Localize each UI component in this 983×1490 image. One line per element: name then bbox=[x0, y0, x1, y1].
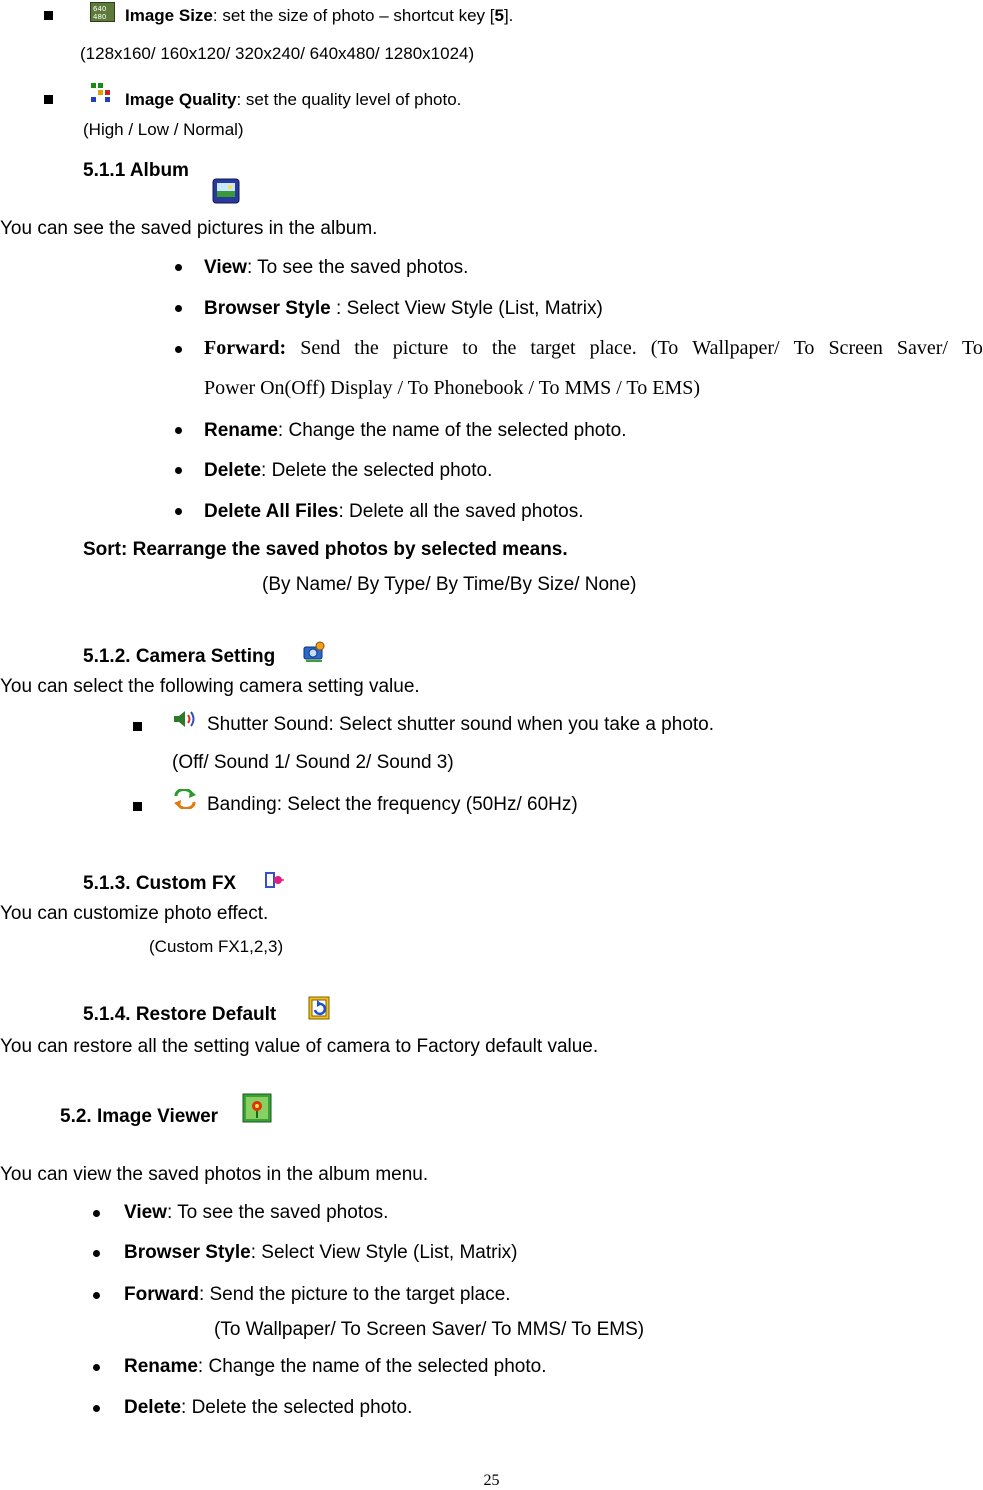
album-intro: You can see the saved pictures in the album. bbox=[0, 218, 378, 239]
bullet-dot bbox=[93, 1364, 100, 1371]
shutter-sound-item: Shutter Sound: Select shutter sound when you take a photo. bbox=[207, 714, 715, 735]
forward-word: Wallpaper/ bbox=[692, 337, 780, 359]
viewer-browser-style-item: Browser Style: Select View Style (List, Matrix) bbox=[124, 1242, 518, 1263]
forward-word: to bbox=[462, 337, 478, 359]
album-heading: 5.1.1 Album bbox=[83, 160, 189, 181]
album-rename-item: Rename: Change the name of the selected photo. bbox=[204, 420, 627, 441]
album-delete-item: Delete: Delete the selected photo. bbox=[204, 460, 493, 481]
bullet-dot bbox=[93, 1250, 100, 1257]
custom-fx-icon bbox=[263, 870, 285, 890]
forward-word: picture bbox=[392, 337, 449, 359]
restore-default-heading: 5.1.4. Restore Default bbox=[83, 1004, 277, 1025]
page-number: 25 bbox=[483, 1472, 500, 1489]
bullet-dot bbox=[93, 1405, 100, 1412]
camera-setting-icon bbox=[302, 640, 326, 664]
custom-fx-heading: 5.1.3. Custom FX bbox=[83, 873, 237, 894]
custom-fx-options: (Custom FX1,2,3) bbox=[149, 937, 284, 956]
svg-text:480: 480 bbox=[93, 13, 107, 21]
album-forward-options: Power On(Off) Display / To Phonebook / To MMS / To EMS) bbox=[204, 377, 701, 399]
image-viewer-heading: 5.2. Image Viewer bbox=[60, 1106, 219, 1127]
image-viewer-intro: You can view the saved photos in the album menu. bbox=[0, 1164, 429, 1185]
viewer-forward-options: (To Wallpaper/ To Screen Saver/ To MMS/ To EMS) bbox=[214, 1319, 645, 1340]
forward-word: target bbox=[530, 337, 576, 359]
bullet-dot bbox=[175, 346, 182, 353]
album-view-item: View: To see the saved photos. bbox=[204, 257, 469, 278]
bullet-square bbox=[133, 802, 142, 811]
image-size-options: (128x160/ 160x120/ 320x240/ 640x480/ 1280x1024) bbox=[80, 44, 475, 63]
image-size-label: Image Size bbox=[125, 6, 213, 25]
bullet-square bbox=[44, 11, 53, 20]
image-size-line: Image Size: set the size of photo – shortcut key [5]. bbox=[125, 6, 514, 25]
forward-word: the bbox=[491, 337, 517, 359]
bullet-dot bbox=[175, 427, 182, 434]
album-delete-all-item: Delete All Files: Delete all the saved photos. bbox=[204, 501, 584, 522]
restore-default-intro: You can restore all the setting value of camera to Factory default value. bbox=[0, 1036, 599, 1057]
svg-text:640: 640 bbox=[93, 5, 107, 13]
image-quality-line: Image Quality: set the quality level of photo. bbox=[125, 90, 462, 109]
forward-word: Screen bbox=[828, 337, 883, 359]
bullet-square bbox=[44, 95, 53, 104]
shutter-sound-options: (Off/ Sound 1/ Sound 2/ Sound 3) bbox=[172, 752, 454, 773]
image-size-icon bbox=[90, 2, 115, 22]
image-quality-options: (High / Low / Normal) bbox=[83, 120, 244, 139]
bullet-dot bbox=[175, 305, 182, 312]
bullet-dot bbox=[175, 467, 182, 474]
forward-word: place. bbox=[589, 337, 637, 359]
viewer-rename-item: Rename: Change the name of the selected photo. bbox=[124, 1356, 547, 1377]
forward-word: To bbox=[962, 337, 983, 359]
restore-default-icon bbox=[306, 994, 334, 1022]
image-viewer-icon bbox=[242, 1093, 272, 1123]
album-sort: Sort: Rearrange the saved photos by selected means. bbox=[83, 539, 568, 560]
bullet-square bbox=[133, 722, 142, 731]
viewer-view-item: View: To see the saved photos. bbox=[124, 1202, 389, 1223]
bullet-dot bbox=[93, 1292, 100, 1299]
custom-fx-intro: You can customize photo effect. bbox=[0, 903, 269, 924]
bullet-dot bbox=[175, 508, 182, 515]
bullet-dot bbox=[93, 1210, 100, 1217]
shortcut-key: 5 bbox=[494, 6, 504, 25]
forward-word: the bbox=[354, 337, 379, 359]
shutter-sound-icon bbox=[172, 710, 198, 728]
banding-item: Banding: Select the frequency (50Hz/ 60Hz) bbox=[207, 794, 578, 815]
forward-word: Send bbox=[300, 337, 341, 359]
banding-icon bbox=[172, 789, 198, 809]
forward-word: (To bbox=[650, 337, 679, 359]
bullet-dot bbox=[175, 264, 182, 271]
image-quality-icon bbox=[90, 82, 116, 104]
album-sort-options: (By Name/ By Type/ By Time/By Size/ None) bbox=[262, 574, 637, 595]
album-icon bbox=[212, 178, 240, 204]
image-quality-label: Image Quality bbox=[125, 90, 237, 109]
forward-word: Saver/ bbox=[896, 337, 948, 359]
camera-setting-heading: 5.1.2. Camera Setting bbox=[83, 646, 276, 667]
forward-label: Forward: bbox=[204, 337, 287, 359]
viewer-forward-item: Forward: Send the picture to the target place. bbox=[124, 1284, 511, 1305]
album-browser-style-item: Browser Style : Select View Style (List, Matrix) bbox=[204, 298, 603, 319]
album-forward-item bbox=[204, 336, 983, 360]
camera-setting-intro: You can select the following camera setting value. bbox=[0, 676, 420, 697]
forward-word: To bbox=[793, 337, 815, 359]
viewer-delete-item: Delete: Delete the selected photo. bbox=[124, 1397, 413, 1418]
